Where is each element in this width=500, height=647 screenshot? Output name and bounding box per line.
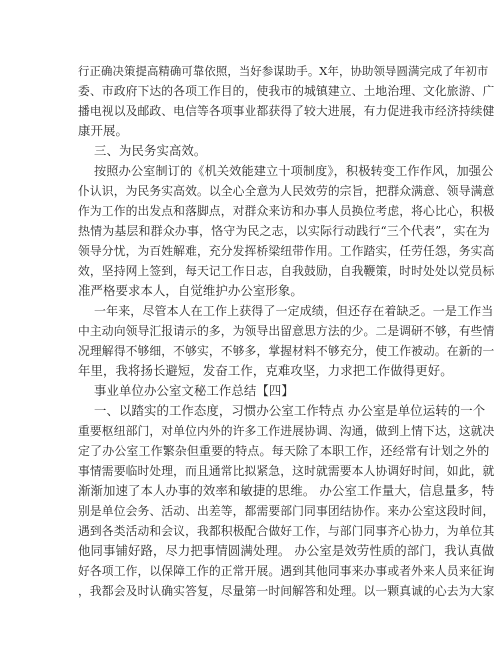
body-text-line: 一年来，尽管本人在工作上获得了一定成绩，但还存在着缺乏。一是工作当 — [94, 304, 494, 318]
body-text-line: 遇到各类活动和会议，我都积极配合做好工作，与部门同事齐心协力，为单位其 — [78, 524, 495, 538]
body-text-line: 定了办公室工作繁杂但重要的特点。每天除了本职工作，还经常有计划之外的 — [78, 444, 490, 458]
body-text-line: 准严格要求本人，自觉维护办公室形象。 — [78, 283, 303, 298]
body-text-line: 别是单位会务、活动、出差等，都需要部门同事团结协作。来办公室这段时间， — [78, 504, 495, 518]
body-text-line: 一、以踏实的工作态度，习惯办公室工作特点 办公室是单位运转的一个 — [94, 403, 486, 418]
body-text-line: 他同事铺好路，尽力把事情圆满处理。 办公室是效劳性质的部门，我认真做 — [78, 543, 495, 558]
body-text-line: 年里，我将扬长避短，发奋工作，克难攻坚，力求把工作做得更好。 — [78, 363, 453, 378]
body-text-line: 渐渐加速了本人办事的效率和敏捷的思维。 办公室工作量大，信息量多，特 — [78, 483, 495, 498]
section-heading: 三、为民务实高效。 — [94, 143, 207, 158]
body-text-line: 重要枢纽部门，对单位内外的许多工作进展协调、沟通，做到上情下达，这就决 — [78, 424, 495, 438]
body-text-line: 事情需要临时处理，而且通常比拟紧急，这时就需要本人协调好时间，如此，就 — [78, 464, 495, 478]
body-text-line: 作为工作的出发点和落脚点，对群众来访和办事人员换位考虑，将心比心，积极 — [78, 204, 495, 218]
body-text-line: 热情为基层和群众办事，恪守为民之志，以实际行动践行“三个代表”，实在为 — [78, 224, 490, 238]
body-text-line: 行正确决策提高精确可靠依照，当好参谋助手。X年，协助领导圆满完成了年初市 — [78, 64, 489, 78]
body-text-line: 好各项工作，以保障工作的正常开展。遇到其他同事来办事或者外来人员来征询 — [78, 564, 495, 578]
body-text-line: 领导分忧，为百姓解难，充分发挥桥梁纽带作用。工作踏实，任劳任怨，务实高 — [78, 244, 495, 258]
body-text-line: 仆认识，为民务实高效。以全心全意为人民效劳的宗旨，把群众满意、领导满意 — [78, 184, 495, 198]
body-text-line: 况理解得不够细，不够实，不够多，掌握材料不够充分，使工作被动。在新的一 — [78, 344, 495, 358]
body-text-line: 中主动向领导汇报请示的多，为领导出留意思方法的少。二是调研不够，有些情 — [78, 324, 495, 338]
body-text-line: 播电视以及邮政、电信等各项事业都获得了较大进展，有力促进我市经济持续健 — [78, 104, 495, 118]
body-text-line: 康开展。 — [78, 123, 128, 138]
body-text-line: 效，坚持网上签到，每天记工作日志，自我鼓励，自我鞭策，时时处处以党员标 — [78, 264, 495, 278]
body-text-line: ，我都会及时认确实答复，尽量第一时间解答和处理。以一颗真诚的心去为大家 — [78, 584, 495, 598]
body-text-line: 按照办公室制订的《机关效能建立十项制度》，积极转变工作作风，加强公 — [94, 164, 494, 178]
body-text-line: 委、市政府下达的各项工作目的，使我市的城镇建立、土地治理、文化旅游、广 — [78, 84, 495, 98]
section-title: 事业单位办公室文秘工作总结【四】 — [94, 383, 294, 398]
